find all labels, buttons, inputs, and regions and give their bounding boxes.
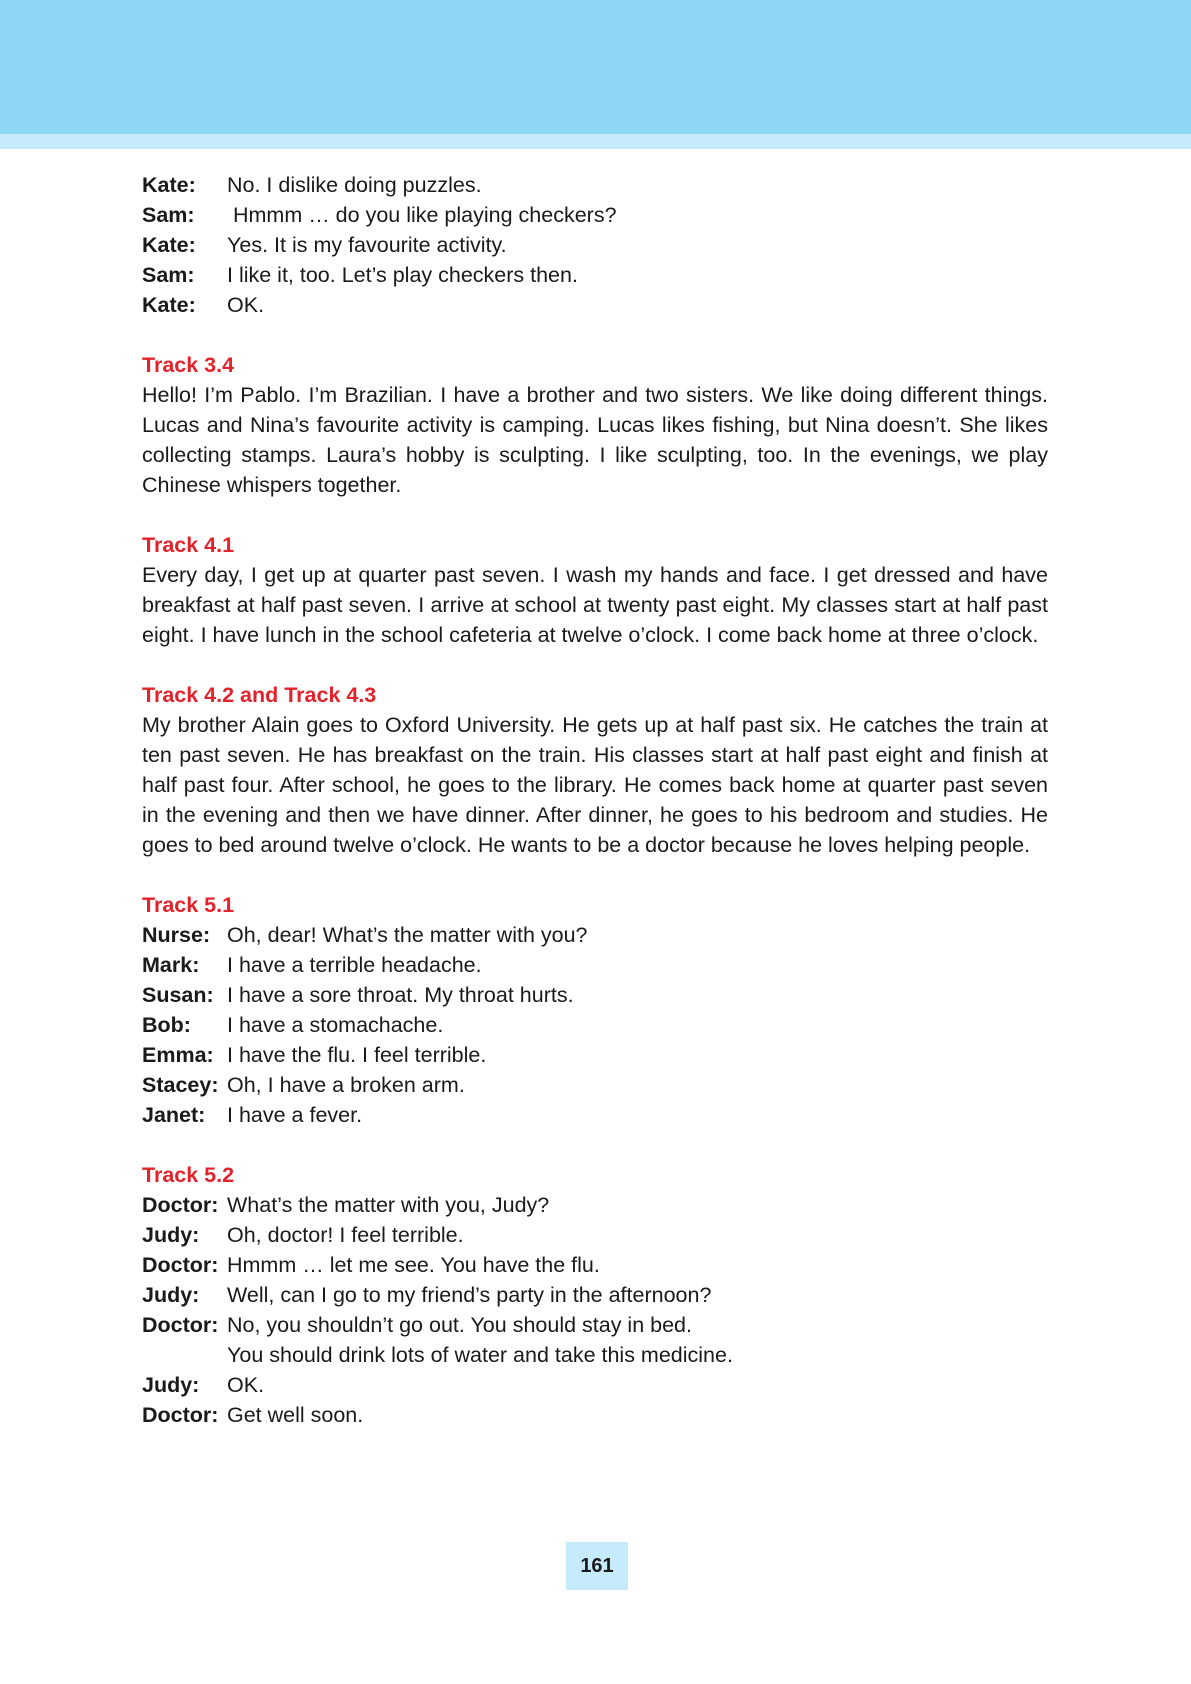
dialogue-line [142,950,1048,980]
speech-text: What’s the matter with you, Judy? [227,1193,550,1217]
speaker-name: Doctor: [142,1313,219,1337]
speech-text: Yes. It is my favourite activity. [227,233,507,257]
track-heading: Track 5.1 [142,893,235,917]
track-transcript: My brother Alain goes to Oxford University. He gets up at half past six. He catches the train at ten past seven. He has breakfast on the train. His classes start at half past eight and finish at half past four. After school, he goes to the library. He comes back home at quarter past seven in the evening and then we have dinner. After dinner, he goes to his bedroom and studies. He goes to bed around twelve o’clock. He wants to be a doctor because he loves helping people. [142,713,1048,857]
dialogue-line [142,1070,1048,1100]
dialogue-line [142,1190,1048,1220]
track-transcript: Hello! I’m Pablo. I’m Brazilian. I have a brother and two sisters. We like doing different things. Lucas and Nina’s favourite activity is camping. Lucas likes fishing, but Nina doesn’t. She likes collecting stamps. Laura’s hobby is sculpting. I like sculpting, too. In the evenings, we play Chinese whispers together. [142,383,1048,497]
speech-text: OK. [227,1373,265,1397]
speech-text: Oh, I have a broken arm. [227,1073,465,1097]
speaker-name: Janet: [142,1103,206,1127]
dialogue-line [142,1280,1048,1310]
dialogue-line [142,1310,1048,1340]
speech-text: Hmmm … let me see. You have the flu. [227,1253,600,1277]
track-heading: Track 4.2 and Track 4.3 [142,683,377,707]
track-heading: Track 5.2 [142,1163,235,1187]
track-3-4-section [142,350,1048,500]
speech-text: No, you shouldn’t go out. You should stay in bed. [227,1313,692,1337]
speaker-name: Doctor: [142,1253,219,1277]
dialogue-line [142,200,1048,230]
speaker-name: Mark: [142,953,200,977]
speaker-name: Bob: [142,1013,191,1037]
speaker-name: Kate: [142,293,196,317]
dialogue-line [142,1100,1048,1130]
speaker-name: Judy: [142,1223,200,1247]
speech-text: I have a terrible headache. [227,953,482,977]
speaker-name: Susan: [142,983,214,1007]
speaker-name: Sam: [142,203,195,227]
dialogue-line [142,980,1048,1010]
dialogue-line [142,1220,1048,1250]
dialogue-line [142,1340,1048,1370]
speech-text: I have the flu. I feel terrible. [227,1043,487,1067]
header-band [0,0,1191,134]
track-heading: Track 3.4 [142,353,235,377]
page-content [142,170,1048,1430]
dialogue-line [142,1250,1048,1280]
speech-text: Hmmm … do you like playing checkers? [227,203,617,227]
track-5-2-section [142,1160,1048,1430]
speech-text: Get well soon. [227,1403,364,1427]
speech-text: Oh, doctor! I feel terrible. [227,1223,464,1247]
header-strip [0,134,1191,149]
dialogue-kate-sam [142,170,1048,320]
speaker-name: Kate: [142,173,196,197]
dialogue-line [142,290,1048,320]
speaker-name: Sam: [142,263,195,287]
track-transcript: Every day, I get up at quarter past seven. I wash my hands and face. I get dressed and have breakfast at half past seven. I arrive at school at twenty past eight. My classes start at half past eight. I have lunch in the school cafeteria at twelve o’clock. I come back home at three o’clock. [142,563,1048,647]
speaker-name: Judy: [142,1373,200,1397]
dialogue-line [142,230,1048,260]
speech-text: No. I dislike doing puzzles. [227,173,482,197]
speech-text: I have a sore throat. My throat hurts. [227,983,574,1007]
speaker-name: Stacey: [142,1073,219,1097]
speech-text: Well, can I go to my friend’s party in the afternoon? [227,1283,712,1307]
speech-text: You should drink lots of water and take this medicine. [227,1343,733,1367]
speaker-name: Emma: [142,1043,214,1067]
dialogue-line [142,260,1048,290]
track-heading: Track 4.1 [142,533,235,557]
dialogue-line [142,170,1048,200]
track-4-1-section [142,530,1048,650]
speaker-name [142,1340,227,1370]
speaker-name: Doctor: [142,1403,219,1427]
speaker-name: Nurse: [142,923,211,947]
track-5-1-section [142,890,1048,1130]
page-number: 161 [566,1542,628,1590]
speech-text: I like it, too. Let’s play checkers then. [227,263,578,287]
speech-text: Oh, dear! What’s the matter with you? [227,923,588,947]
speaker-name: Judy: [142,1283,200,1307]
speaker-name: Kate: [142,233,196,257]
speech-text: OK. [227,293,265,317]
speaker-name: Doctor: [142,1193,219,1217]
speech-text: I have a stomachache. [227,1013,444,1037]
dialogue-line [142,1040,1048,1070]
dialogue-line [142,920,1048,950]
track-4-2-4-3-section [142,680,1048,860]
dialogue-line [142,1370,1048,1400]
dialogue-line [142,1010,1048,1040]
speech-text: I have a fever. [227,1103,363,1127]
dialogue-line [142,1400,1048,1430]
